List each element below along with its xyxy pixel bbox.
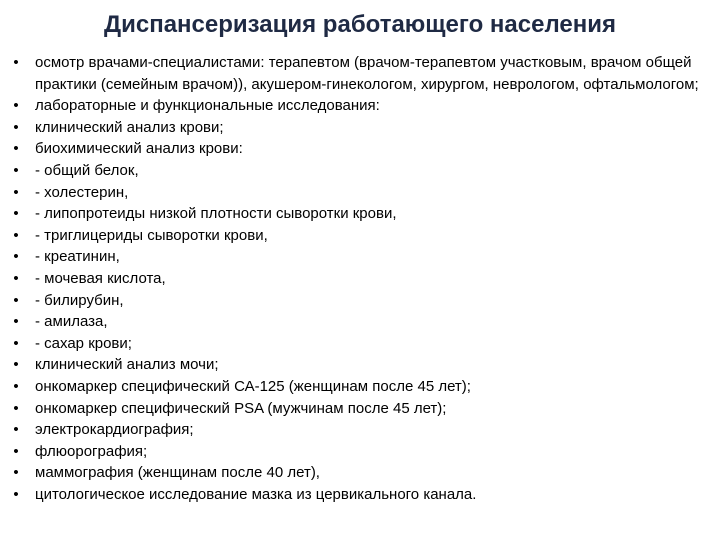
bullet-icon: • xyxy=(13,205,19,223)
list-item xyxy=(0,117,720,139)
list-item-text: лабораторные и функциональные исследования: xyxy=(35,97,380,115)
list-item xyxy=(0,419,720,441)
slide-title: Диспансеризация работающего населения xyxy=(104,11,616,38)
list-item xyxy=(0,160,720,182)
bullet-icon: • xyxy=(13,485,19,503)
list-item-text: осмотр врачами-специалистами: терапевтом (врачом-терапевтом участковым, врачом общей практики (семейным врачом)), акушером-гинекологом, хирургом, неврологом, офтальмологом; xyxy=(35,54,699,93)
list-item xyxy=(0,484,720,506)
list-item-text: флюорография; xyxy=(35,442,148,460)
list-item-text: биохимический анализ крови: xyxy=(35,140,243,158)
list-item-text: - холестерин, xyxy=(35,183,129,201)
list-item-text: клинический анализ крови; xyxy=(35,118,224,136)
bullet-icon: • xyxy=(13,464,19,482)
bullet-icon: • xyxy=(13,183,19,201)
bullet-icon: • xyxy=(13,421,19,439)
list-item xyxy=(0,203,720,225)
list-item xyxy=(0,52,720,95)
list-item xyxy=(0,354,720,376)
list-item xyxy=(0,95,720,117)
list-item xyxy=(0,225,720,247)
list-item-text: - мочевая кислота, xyxy=(35,269,166,287)
list-item-text: маммография (женщинам после 40 лет), xyxy=(35,464,320,482)
bullet-icon: • xyxy=(13,334,19,352)
bullet-icon: • xyxy=(13,291,19,309)
bullet-icon: • xyxy=(13,226,19,244)
list-item-text: электрокардиография; xyxy=(35,421,194,439)
bullet-icon: • xyxy=(13,161,19,179)
list-item-text: - липопротеиды низкой плотности сыворотки крови, xyxy=(35,205,397,223)
bullet-icon: • xyxy=(13,118,19,136)
list-item xyxy=(0,246,720,268)
list-item-text: - общий белок, xyxy=(35,161,139,179)
bullet-icon: • xyxy=(13,140,19,158)
list-item-text: онкомаркер специфический СА-125 (женщинам после 45 лет); xyxy=(35,377,471,395)
bullet-icon: • xyxy=(13,97,19,115)
list-item xyxy=(0,376,720,398)
list-item xyxy=(0,268,720,290)
bullet-icon: • xyxy=(13,442,19,460)
bullet-icon: • xyxy=(13,356,19,374)
bullet-list xyxy=(0,52,720,505)
list-item xyxy=(0,290,720,312)
bullet-icon: • xyxy=(13,399,19,417)
list-item xyxy=(0,441,720,463)
list-item-text: - амилаза, xyxy=(35,313,108,331)
list-item xyxy=(0,311,720,333)
bullet-icon: • xyxy=(13,54,19,71)
list-item xyxy=(0,333,720,355)
bullet-icon: • xyxy=(13,269,19,287)
bullet-icon: • xyxy=(13,313,19,331)
bullet-icon: • xyxy=(13,377,19,395)
list-item-text: - триглицериды сыворотки крови, xyxy=(35,226,268,244)
list-item-text: - креатинин, xyxy=(35,248,120,266)
list-item-text: - билирубин, xyxy=(35,291,124,309)
list-item-text: онкомаркер специфический PSA (мужчинам после 45 лет); xyxy=(35,399,447,417)
list-item xyxy=(0,462,720,484)
list-item xyxy=(0,138,720,160)
list-item-text: - сахар крови; xyxy=(35,334,132,352)
bullet-icon: • xyxy=(13,248,19,266)
list-item xyxy=(0,182,720,204)
list-item-text: клинический анализ мочи; xyxy=(35,356,219,374)
list-item-text: цитологическое исследование мазка из цервикального канала. xyxy=(35,485,477,503)
list-item xyxy=(0,398,720,420)
